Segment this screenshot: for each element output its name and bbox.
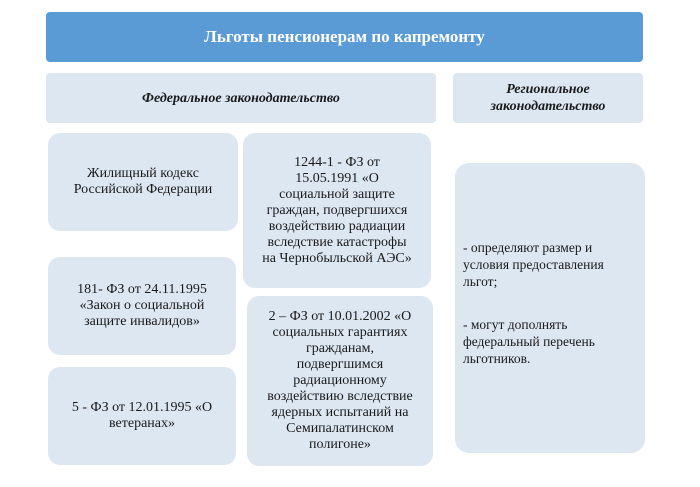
regional-point-1 — [463, 239, 637, 290]
point-line: льготников. — [463, 351, 531, 366]
regional-header-line-2: законодательство — [490, 99, 606, 114]
card-line: ветеранах» — [109, 416, 175, 431]
card-line: ядерных испытаний на — [271, 405, 409, 420]
page-title-text: Льготы пенсионерам по капремонту — [204, 27, 485, 46]
card-line: 1244-1 - ФЗ от — [294, 154, 380, 170]
card-line: 2 – ФЗ от 10.01.2002 «О — [268, 309, 412, 324]
regional-card — [455, 163, 645, 453]
card-line: 15.05.1991 «О — [295, 170, 379, 186]
card-line: радиационному — [293, 373, 387, 388]
point-line: - могут дополнять — [463, 317, 568, 332]
regional-header — [453, 73, 643, 123]
point-line: - определяют размер и — [463, 240, 593, 255]
point-line: льгот; — [463, 274, 498, 289]
card-line: Жилищный кодекс — [87, 166, 199, 181]
page-title — [46, 12, 643, 62]
card-line: подвергшимся — [296, 357, 384, 372]
card-line: на Чернобыльской АЭС» — [262, 250, 412, 266]
card-law-1244 — [243, 133, 431, 288]
card-line: Российской Федерации — [73, 182, 213, 197]
regional-point-2 — [463, 316, 637, 367]
card-housing-code — [48, 133, 238, 231]
card-line: полигоне» — [309, 437, 371, 452]
card-line: 5 - ФЗ от 12.01.1995 «О — [71, 400, 213, 415]
card-line: граждан, подвергшихся — [266, 202, 408, 218]
card-line: воздействию вследствие — [267, 389, 413, 404]
federal-header-text: Федеральное законодательство — [142, 90, 340, 106]
regional-header-line-1: Региональное — [506, 82, 590, 97]
point-line: федеральный перечень — [463, 334, 595, 349]
card-line: социальной защите — [279, 186, 395, 202]
card-line: 181- ФЗ от 24.11.1995 — [77, 282, 207, 297]
card-line: вследствие катастрофы — [267, 234, 407, 250]
card-line: Семипалатинском — [286, 421, 394, 436]
federal-header — [46, 73, 436, 123]
card-line: защите инвалидов» — [84, 314, 200, 329]
card-line: социальных гарантиях — [272, 325, 408, 340]
card-line: «Закон о социальной — [79, 298, 205, 313]
point-line: условия предоставления — [463, 257, 604, 272]
card-line: воздействию радиации — [268, 218, 406, 234]
card-law-2 — [247, 296, 433, 466]
card-law-181 — [48, 257, 236, 355]
card-line: гражданам, — [305, 341, 374, 356]
card-law-5 — [48, 367, 236, 465]
